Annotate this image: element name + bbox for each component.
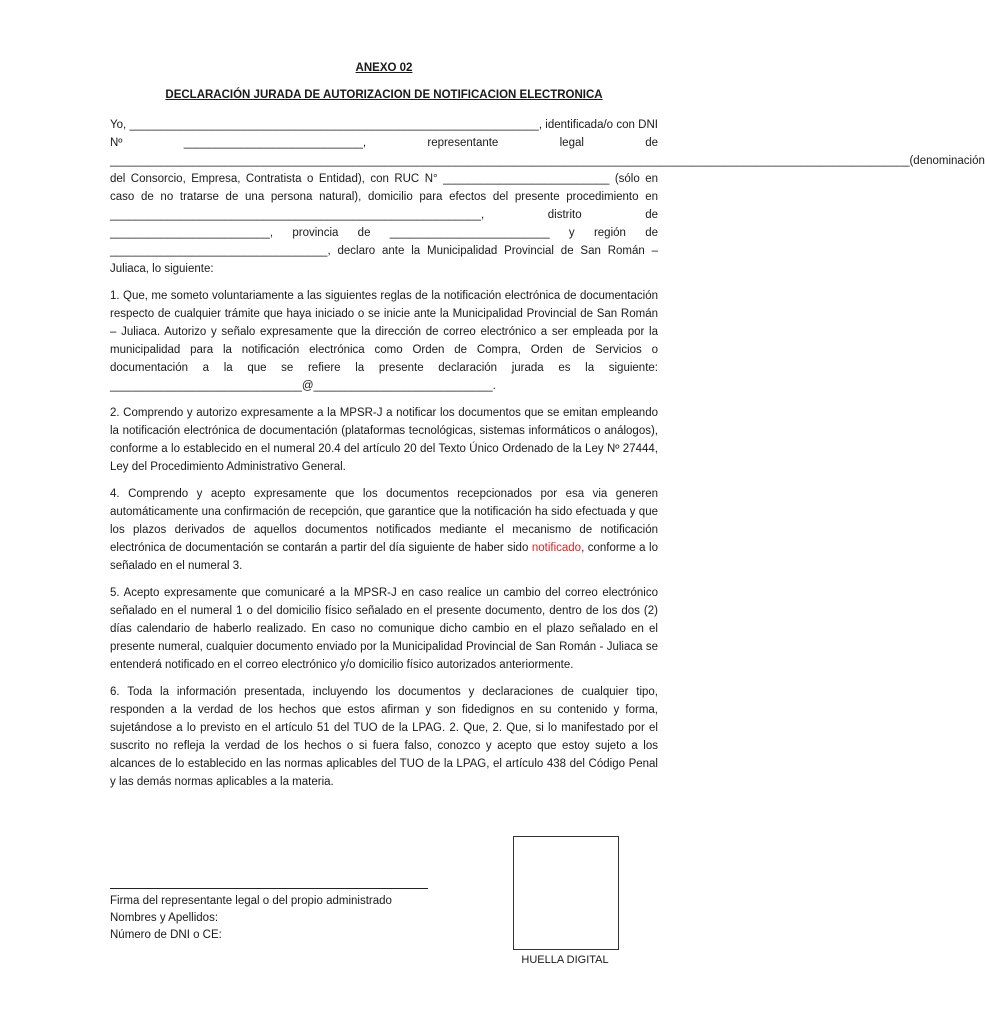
fingerprint-box — [513, 836, 619, 950]
clause-4 — [110, 485, 658, 575]
signature-line — [110, 888, 428, 889]
clause-5: 5. Acepto expresamente que comunicaré a la MPSR-J en caso realice un cambio del correo electrónico señalado en el numeral 1 o del domicilio físico señalado en el presente documento, dentro de los dos (2) días calendario de haberlo realizado. En caso no comunique dicho cambio en el plazo señalado en el presente numeral, cualquier documento enviado por la Municipalidad Provincial de San Román - Juliaca se entenderá notificado en el correo electrónico y/o domicilio físico autorizados anteriormente. — [110, 587, 658, 671]
annex-title: ANEXO 02 — [355, 62, 413, 74]
signature-block — [110, 888, 440, 944]
clause-4-text-after: , conforme a lo señalado en el numeral 3. — [110, 542, 658, 572]
intro-paragraph: Yo, ________________________________________________________________, identificada/o con DNI Nº ____________________________, representante legal de _____________________________________________________________________________________________________________________________(denominación del Consorcio, Empresa, Contratista o Entidad), con RUC N° __________________________ (sólo en caso de no tratarse de una persona natural), domicilio para efectos del presente procedimiento en __________________________________________________________, distrito de _________________________, provincia de _________________________ y región de __________________________________, declaro ante la Municipalidad Provincial de San Román – Juliaca, lo siguiente: — [110, 119, 985, 275]
fingerprint-label: HUELLA DIGITAL — [521, 954, 609, 966]
clause-6: 6. Toda la información presentada, incluyendo los documentos y declaraciones de cualquier tipo, responden a la verdad de los hechos que estos afirman y son fidedignos en su contenido y forma, sujetándose a lo previsto en el artículo 51 del TUO de la LPAG. 2. Que, 2. Que, si lo manifestado por el suscrito no refleja la verdad de los hechos o si fuera falso, conozco y acepto que estoy sujeto a los alcances de lo establecido en las normas aplicables del TUO de la LPAG, el artículo 438 del Código Penal y las demás normas aplicables a la materia. — [110, 686, 658, 788]
clause-1: 1. Que, me someto voluntariamente a las siguientes reglas de la notificación electrónica de documentación respecto de cualquier trámite que haya iniciado o se inicie ante la Municipalidad Provincial de San Román – Juliaca. Autorizo y señalo expresamente que la dirección de correo electrónico a ser empleada por la municipalidad para la notificación electrónica como Orden de Compra, Orden de Servicios o documentación a la que se refiere la presente declaración jurada es la siguiente: ______________________________@____________________________. — [110, 290, 658, 392]
signature-caption: Firma del representante legal o del propio administrado — [110, 895, 392, 907]
document-title: DECLARACIÓN JURADA DE AUTORIZACION DE NOTIFICACION ELECTRONICA — [165, 89, 603, 101]
document-body — [110, 116, 985, 800]
clause-2: 2. Comprendo y autorizo expresamente a la MPSR-J a notificar los documentos que se emitan empleando la notificación electrónica de documentación (plataformas tecnológicas, sistemas informáticos o análogos), conforme a lo establecido en el numeral 20.4 del artículo 20 del Texto Único Ordenado de la Ley Nº 27444, Ley del Procedimiento Administrativo General. — [110, 407, 658, 473]
dni-label: Número de DNI o CE: — [110, 929, 222, 941]
clause-4-highlight: notificado — [531, 542, 582, 554]
clause-4-text-before: 4. Comprendo y acepto expresamente que los documentos recepcionados por esa via generen automáticamente una confirmación de recepción, que garantice que la notificación ha sido efectuada y que los plazos derivados de aquellos documentos notificados mediante el mecanismo de notificación electrónica de documentación se contarán a partir del día siguiente de haber sido — [110, 488, 658, 554]
names-label: Nombres y Apellidos: — [110, 912, 219, 924]
